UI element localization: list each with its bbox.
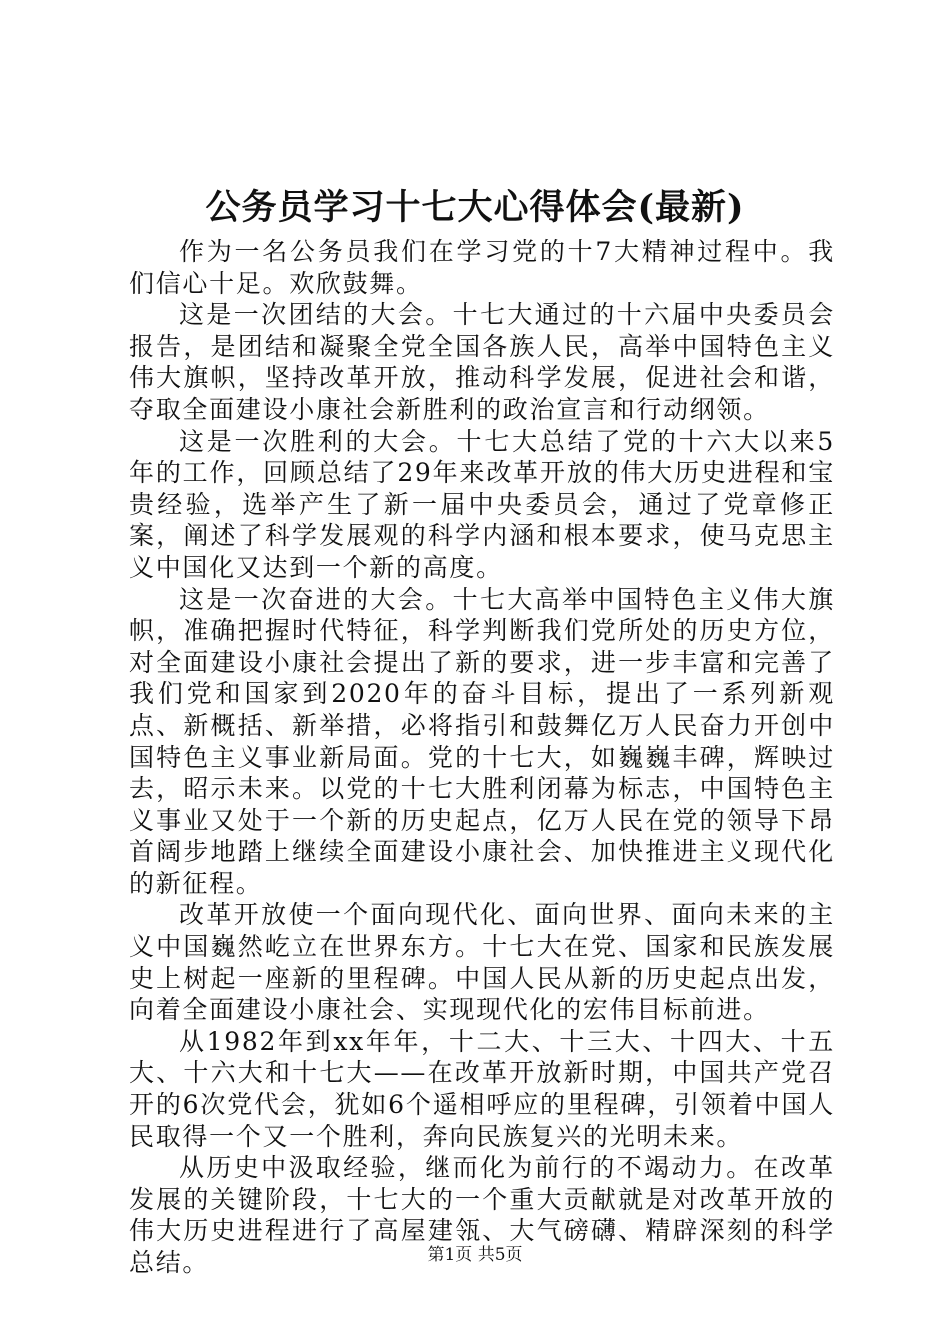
- paragraph-1: 作为一名公务员我们在学习党的十7大精神过程中。我们信心十足。欢欣鼓舞。: [129, 237, 835, 298]
- paragraph-3: 这是一次胜利的大会。十七大总结了党的十六大以来5年的工作，回顾总结了29年来改革开放的伟大历史进程和宝贵经验，选举产生了新一届中央委员会，通过了党章修正案，阐述了科学发展观的科学内涵和根本要求，使马克思主义中国化又达到一个新的高度。: [129, 426, 835, 582]
- page-number-footer: 第1页 共5页: [427, 1245, 523, 1265]
- paragraph-7: 从历史中汲取经验，继而化为前行的不竭动力。在改革发展的关键阶段，十七大的一个重大贡献就是对改革开放的伟大历史进程进行了高屋建瓴、大气磅礴、精辟深刻的科学总结。: [129, 1153, 835, 1277]
- paragraph-2: 这是一次团结的大会。十七大通过的十六届中央委员会报告，是团结和凝聚全党全国各族人民，高举中国特色主义伟大旗帜，坚持改革开放，推动科学发展，促进社会和谐，夺取全面建设小康社会新胜利的政治宣言和行动纲领。: [129, 300, 835, 424]
- paragraph-4: 这是一次奋进的大会。十七大高举中国特色主义伟大旗帜，准确把握时代特征，科学判断我们党所处的历史方位，对全面建设小康社会提出了新的要求，进一步丰富和完善了我们党和国家到2020年的奋斗目标，提出了一系列新观点、新概括、新举措，必将指引和鼓舞亿万人民奋力开创中国特色主义事业新局面。党的十七大，如巍巍丰碑，辉映过去，昭示未来。以党的十七大胜利闭幕为标志，中国特色主义事业又处于一个新的历史起点，亿万人民在党的领导下昂首阔步地踏上继续全面建设小康社会、加快推进主义现代化的新征程。: [129, 584, 835, 898]
- document-title: 公务员学习十七大心得体会(最新): [205, 187, 745, 228]
- paragraph-6: 从1982年到xx年年，十二大、十三大、十四大、十五大、十六大和十七大——在改革开放新时期，中国共产党召开的6次党代会，犹如6个遥相呼应的里程碑，引领着中国人民取得一个又一个胜利，奔向民族复兴的光明未来。: [129, 1026, 835, 1151]
- paragraph-5: 改革开放使一个面向现代化、面向世界、面向未来的主义中国巍然屹立在世界东方。十七大在党、国家和民族发展史上树起一座新的里程碑。中国人民从新的历史起点出发，向着全面建设小康社会、实现现代化的宏伟目标前进。: [129, 900, 835, 1025]
- document-body: [129, 236, 835, 1279]
